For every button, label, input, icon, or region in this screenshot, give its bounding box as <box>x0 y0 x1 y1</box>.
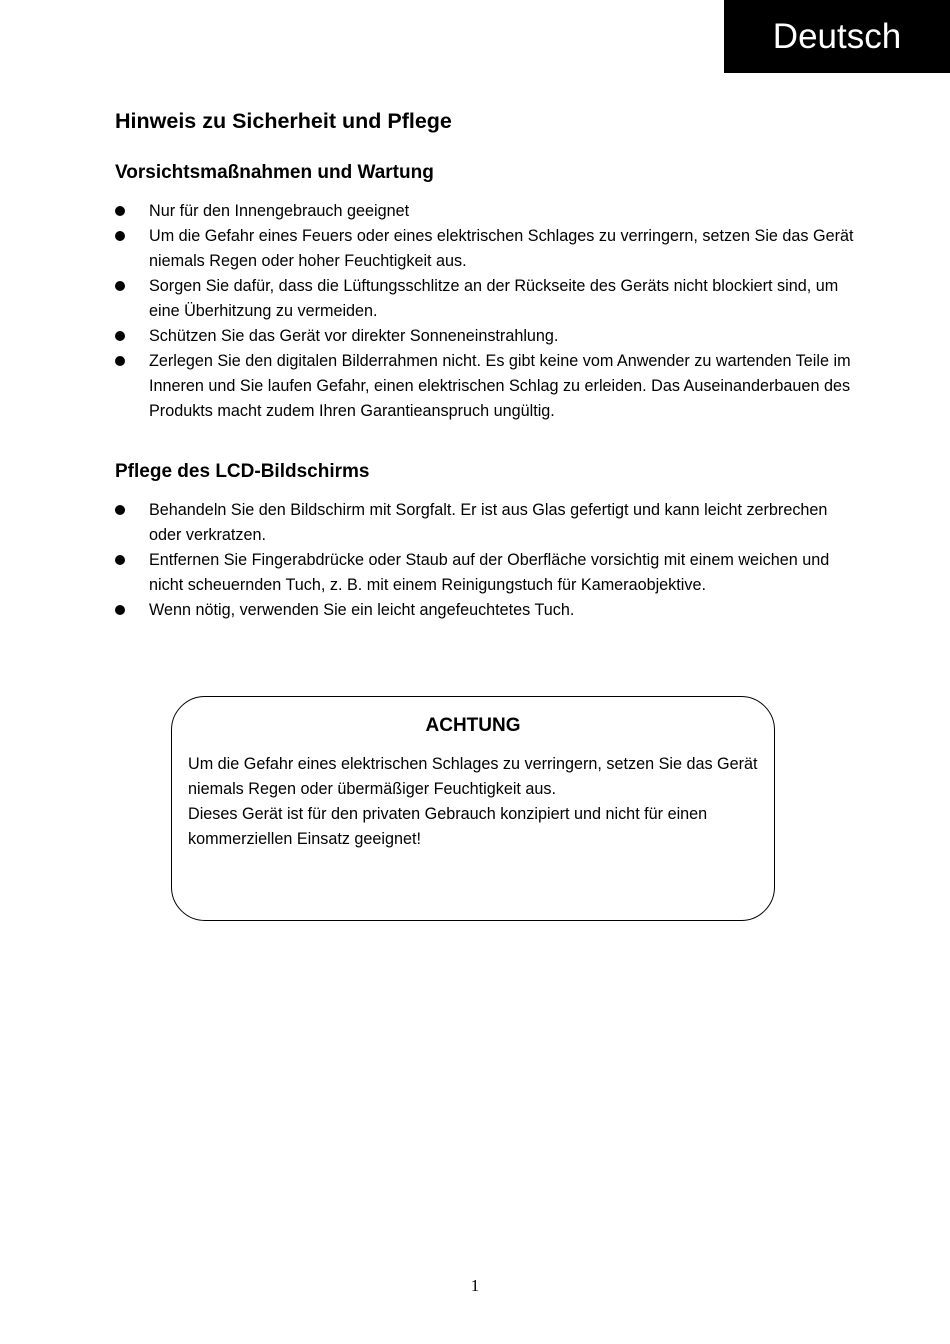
list-item: Entfernen Sie Fingerabdrücke oder Staub auf der Oberfläche vorsichtig mit einem weichen und nicht scheuernden Tuch, z. B. mit einem Reinigungstuch für Kameraobjektive. <box>115 548 855 598</box>
bullet-icon <box>115 356 125 366</box>
list-item: Um die Gefahr eines Feuers oder eines elektrischen Schlages zu verringern, setzen Sie das Gerät niemals Regen oder hoher Feuchtigkeit aus. <box>115 224 855 274</box>
warning-paragraph: Dieses Gerät ist für den privaten Gebrauch konzipiert und nicht für einen kommerziellen Einsatz geeignet! <box>188 805 708 848</box>
list-item: Zerlegen Sie den digitalen Bilderrahmen nicht. Es gibt keine vom Anwender zu wartenden Teile im Inneren und Sie laufen Gefahr, einen elektrischen Schlag zu erleiden. Das Auseinanderbauen des Produkts macht zudem Ihren Garantieanspruch ungültig. <box>115 349 855 424</box>
warning-title: ACHTUNG <box>425 715 521 736</box>
bullet-icon <box>115 231 125 241</box>
list-item: Wenn nötig, verwenden Sie ein leicht angefeuchtetes Tuch. <box>115 598 855 623</box>
section-heading-lcd-care: Pflege des LCD-Bildschirms <box>115 461 370 482</box>
page-number: 1 <box>470 1276 480 1295</box>
bullet-icon <box>115 331 125 341</box>
page-title: Hinweis zu Sicherheit und Pflege <box>115 109 452 133</box>
language-tab: Deutsch <box>724 0 950 73</box>
warning-text <box>188 752 758 852</box>
list-item: Sorgen Sie dafür, dass die Lüftungsschlitze an der Rückseite des Geräts nicht blockiert sind, um eine Überhitzung zu vermeiden. <box>115 274 855 324</box>
section-heading-precautions: Vorsichtsmaßnahmen und Wartung <box>115 162 434 183</box>
list-item: Nur für den Innengebrauch geeignet <box>115 199 855 224</box>
warning-box <box>171 696 775 921</box>
precautions-list <box>115 199 855 424</box>
bullet-icon <box>115 206 125 216</box>
bullet-icon <box>115 555 125 565</box>
bullet-icon <box>115 281 125 291</box>
warning-paragraph: Um die Gefahr eines elektrischen Schlages zu verringern, setzen Sie das Gerät niemals Regen oder übermäßiger Feuchtigkeit aus. <box>188 755 758 798</box>
lcd-care-list <box>115 498 855 623</box>
list-item: Behandeln Sie den Bildschirm mit Sorgfalt. Er ist aus Glas gefertigt und kann leicht zerbrechen oder verkratzen. <box>115 498 855 548</box>
list-item: Schützen Sie das Gerät vor direkter Sonneneinstrahlung. <box>115 324 855 349</box>
bullet-icon <box>115 505 125 515</box>
bullet-icon <box>115 605 125 615</box>
